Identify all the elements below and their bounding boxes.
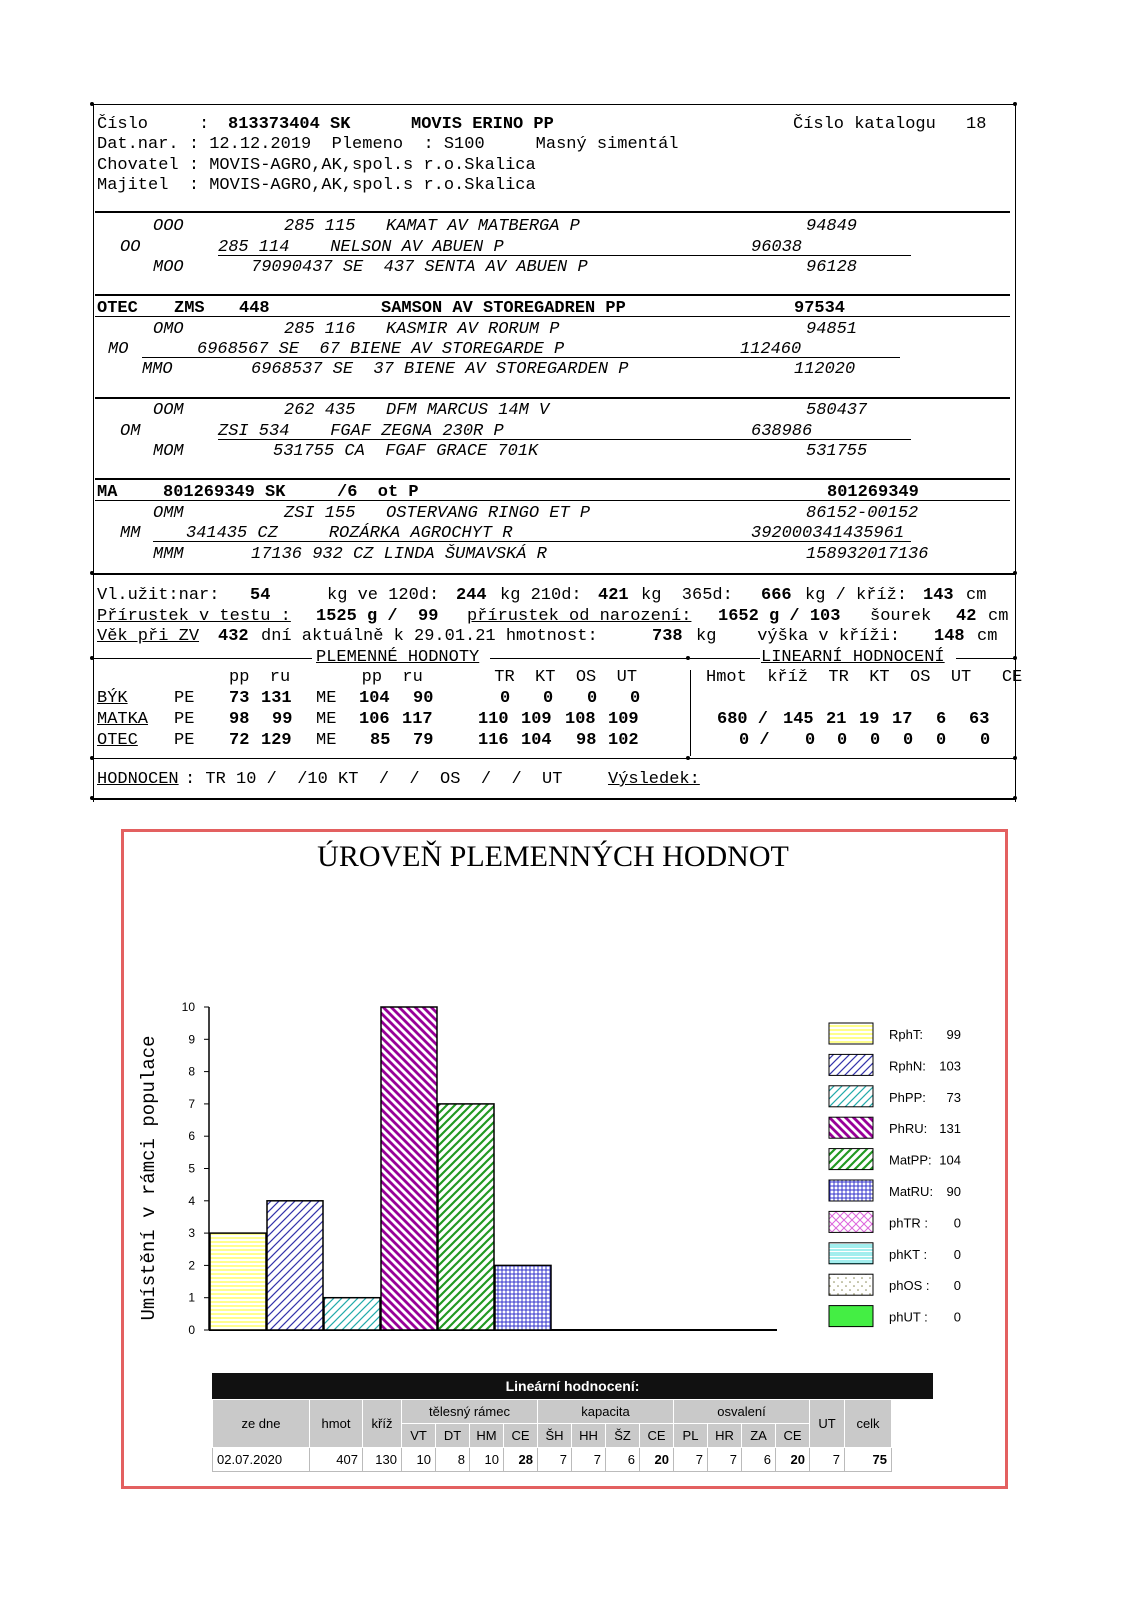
y-tick-label: 0	[188, 1323, 195, 1337]
om-num: 638986	[751, 422, 813, 441]
breeding-ut-býk: 0	[630, 689, 641, 708]
mmo-num: 112020	[794, 360, 856, 379]
th-sub-6: ŠZ	[606, 1424, 640, 1448]
perf-line1-label: Vl.užit:nar:	[97, 586, 220, 605]
breeding-pp2-otec: 85	[370, 731, 391, 750]
perf-line3-label: Věk při ZV	[97, 627, 200, 646]
cislo-label: Číslo :	[97, 115, 210, 134]
perf-120d-value: 244	[456, 586, 487, 605]
legend-value-8: 0	[953, 1278, 961, 1294]
breeding-lce-otec: 0	[980, 731, 991, 750]
breeding-ru2-býk: 90	[413, 689, 434, 708]
legend-swatch-1	[829, 1054, 873, 1075]
oo-num: 96038	[751, 238, 803, 257]
bar-MatPP	[438, 1104, 494, 1330]
oom-line: 262 435 DFM MARCUS 14M V	[284, 401, 550, 420]
td-4: 8	[436, 1448, 470, 1472]
perf-line1-c: kg 210d:	[500, 586, 582, 605]
th-kriz: kříž	[363, 1400, 402, 1448]
breeding-kt-matka: 109	[521, 710, 552, 729]
legend-value-2: 73	[946, 1089, 961, 1105]
td-7: 7	[538, 1448, 572, 1472]
th-sub-8: PL	[674, 1424, 708, 1448]
mmm-label: MMM	[153, 545, 184, 564]
perf-line3-c: kg výška v kříži:	[696, 627, 901, 646]
breeding-kriz-otec: 0	[805, 731, 816, 750]
breeding-name-matka: MATKA	[97, 710, 149, 729]
th-telesny: tělesný rámec	[402, 1400, 538, 1424]
mo-num: 112460	[740, 340, 802, 359]
ooo-num: 94849	[806, 217, 858, 236]
oo-label: OO	[120, 238, 141, 257]
ooo-line: 285 115 KAMAT AV MATBERGA P	[284, 217, 580, 236]
td-16: 75	[845, 1448, 892, 1472]
th-sub-7: CE	[640, 1424, 674, 1448]
bar-MatRU	[495, 1265, 551, 1330]
perf-line3-b: dní aktuálně k 29.01.21 hmotnost:	[261, 627, 598, 646]
cislo-value: 813373404 SK	[228, 115, 351, 134]
y-tick-label: 10	[181, 1000, 195, 1014]
otec-name: SAMSON AV STOREGADREN PP	[381, 299, 626, 318]
breeding-ru-matka: 99	[272, 710, 293, 729]
mm-label: MM	[120, 524, 141, 543]
mom-label: MOM	[153, 442, 184, 461]
mm-line: 341435 CZ ROZÁRKA AGROCHYT R	[186, 524, 513, 543]
td-11: 7	[674, 1448, 708, 1472]
breeding-col-header: pp ru pp ru TR KT OS UT	[229, 668, 638, 687]
mm-num: 392000341435961	[751, 524, 905, 543]
th-sub-2: HM	[470, 1424, 504, 1448]
perf-vek-value: 432	[218, 627, 249, 646]
legend-value-6: 0	[953, 1215, 961, 1231]
breeding-lkt-matka: 19	[859, 710, 880, 729]
mo-line: 6968567 SE 67 BIENE AV STOREGARDE P	[197, 340, 565, 359]
breeding-tr-otec: 116	[478, 731, 509, 750]
oom-label: OOM	[153, 401, 184, 420]
legend-label-3: PhRU:	[889, 1121, 928, 1137]
perf-line1-f: cm	[966, 586, 987, 605]
moo-label: MOO	[153, 258, 184, 277]
y-tick-label: 5	[188, 1161, 195, 1176]
linearni-title: LINEARNÍ HODNOCENÍ	[761, 648, 945, 667]
legend-value-9: 0	[953, 1309, 961, 1325]
td-10: 20	[640, 1448, 674, 1472]
legend-label-4: MatPP:	[889, 1152, 932, 1168]
th-sub-5: HH	[572, 1424, 606, 1448]
ma-id: 801269349 SK	[163, 483, 286, 502]
breeding-pe-otec: PE	[174, 731, 195, 750]
breeding-os-matka: 108	[565, 710, 596, 729]
breeding-ut-otec: 102	[608, 731, 639, 750]
th-sub-10: ZA	[742, 1424, 776, 1448]
perf-narozeni-value: 1652 g / 103	[718, 607, 841, 626]
breeding-kriz-matka: 145	[783, 710, 814, 729]
ma-mid: /6 ot P	[337, 483, 419, 502]
th-sub-9: HR	[708, 1424, 742, 1448]
mmo-label: MMO	[142, 360, 173, 379]
legend-label-0: RphT:	[889, 1027, 923, 1042]
perf-line3-d: cm	[977, 627, 998, 646]
td-12: 7	[708, 1448, 742, 1472]
breeding-ru2-otec: 79	[413, 731, 434, 750]
breeding-ru-otec: 129	[261, 731, 292, 750]
th-hmot: hmot	[310, 1400, 363, 1448]
breeding-me-býk: ME	[316, 689, 337, 708]
legend-label-6: phTR :	[889, 1215, 929, 1231]
omo-line: 285 116 KASMIR AV RORUM P	[284, 320, 560, 339]
omm-line: ZSI 155 OSTERVANG RINGO ET P	[284, 504, 591, 523]
breeding-me-otec: ME	[316, 731, 337, 750]
td-9: 6	[606, 1448, 640, 1472]
mmo-line: 6968537 SE 37 BIENE AV STOREGARDEN P	[251, 360, 629, 379]
breeding-name-býk: BÝK	[97, 689, 128, 708]
td-15: 7	[810, 1448, 845, 1472]
legend-swatch-9	[829, 1306, 873, 1327]
linear-table	[212, 1399, 892, 1472]
perf-sourek-label: šourek	[870, 607, 932, 626]
breeding-os-otec: 98	[576, 731, 597, 750]
y-tick-label: 1	[188, 1290, 195, 1305]
perf-sourek-value: 42	[956, 607, 977, 626]
legend-value-3: 131	[939, 1121, 961, 1137]
td-2: 130	[363, 1448, 402, 1472]
y-tick-label: 7	[188, 1096, 195, 1111]
breeding-los-otec: 0	[903, 731, 914, 750]
td-13: 6	[742, 1448, 776, 1472]
otec-num2: 97534	[794, 299, 846, 318]
moo-num: 96128	[806, 258, 858, 277]
th-kapacita: kapacita	[538, 1400, 674, 1424]
legend-label-9: phUT :	[889, 1309, 928, 1325]
om-label: OM	[120, 422, 141, 441]
legend-value-7: 0	[953, 1246, 961, 1262]
bar-PhPP	[324, 1298, 380, 1330]
y-tick-label: 2	[188, 1258, 195, 1273]
legend-label-2: PhPP:	[889, 1089, 926, 1105]
th-zedne: ze dne	[213, 1400, 310, 1448]
td-14: 20	[776, 1448, 810, 1472]
th-sub-4: ŠH	[538, 1424, 572, 1448]
animal-name: MOVIS ERINO PP	[411, 115, 554, 134]
perf-test-value: 1525 g / 99	[316, 607, 439, 626]
legend-swatch-3	[829, 1117, 873, 1138]
legend-value-5: 90	[946, 1184, 961, 1199]
breeding-ru2-matka: 117	[402, 710, 433, 729]
th-sub-3: CE	[504, 1424, 538, 1448]
omm-num: 86152-00152	[806, 504, 919, 523]
legend-value-1: 103	[939, 1058, 961, 1074]
breeding-pp-matka: 98	[229, 710, 250, 729]
td-5: 10	[470, 1448, 504, 1472]
perf-line1-b: kg ve 120d:	[327, 586, 440, 605]
breeding-lce-matka: 63	[969, 710, 990, 729]
hodnocen-rest: : TR 10 / /10 KT / / OS / / UT	[185, 770, 563, 789]
td-3: 10	[402, 1448, 436, 1472]
chart-ylabel: Umístění v rámci populace	[138, 1035, 160, 1321]
y-tick-label: 9	[188, 1032, 195, 1047]
mom-line: 531755 CA FGAF GRACE 701K	[273, 442, 539, 461]
th-sub-1: DT	[436, 1424, 470, 1448]
y-tick-label: 6	[188, 1129, 195, 1144]
legend-label-8: phOS :	[889, 1278, 930, 1294]
katalog-label: Číslo katalogu	[793, 115, 936, 134]
breeding-ltr-matka: 21	[826, 710, 847, 729]
breeding-tr-matka: 110	[478, 710, 509, 729]
datnar-line: Dat.nar. : 12.12.2019 Plemeno : S100 Masný simentál	[97, 135, 679, 154]
legend-label-5: MatRU:	[889, 1184, 934, 1199]
legend-swatch-7	[829, 1243, 873, 1264]
td-8: 7	[572, 1448, 606, 1472]
legend-swatch-8	[829, 1274, 873, 1295]
td-6: 28	[504, 1448, 538, 1472]
breeding-kt-otec: 104	[521, 731, 552, 750]
ooo-label: OOO	[153, 217, 184, 236]
breeding-name-otec: OTEC	[97, 731, 138, 750]
breeding-hmot-otec: 0 /	[739, 731, 770, 750]
breeding-pp-otec: 72	[229, 731, 250, 750]
linear-col-header: Hmot kříž TR KT OS UT CE	[706, 668, 1023, 687]
th-ut: UT	[810, 1400, 845, 1448]
omm-label: OMM	[153, 504, 184, 523]
td-1: 407	[310, 1448, 363, 1472]
legend-value-0: 99	[946, 1027, 961, 1042]
hodnocen-label: HODNOCEN	[97, 770, 179, 789]
breeding-pp2-býk: 104	[359, 689, 390, 708]
omo-label: OMO	[153, 320, 184, 339]
breeding-lut-otec: 0	[936, 731, 947, 750]
breeding-pp-býk: 73	[229, 689, 250, 708]
legend-label-7: phKT :	[889, 1246, 928, 1262]
katalog-value: 18	[966, 115, 987, 134]
breeding-os-býk: 0	[587, 689, 598, 708]
legend-swatch-5	[829, 1180, 873, 1201]
legend-label-1: RphN:	[889, 1058, 926, 1074]
legend-swatch-6	[829, 1211, 873, 1232]
breeding-lut-matka: 6	[936, 710, 947, 729]
perf-line2-label: Přírustek v testu :	[97, 607, 291, 626]
breeding-ltr-otec: 0	[837, 731, 848, 750]
otec-num1: 448	[239, 299, 270, 318]
mo-label: MO	[108, 340, 129, 359]
mmm-num: 158932017136	[806, 545, 929, 564]
bar-RphT	[210, 1233, 266, 1330]
td-0: 02.07.2020	[213, 1448, 310, 1472]
otec-label: OTEC	[97, 299, 138, 318]
chart-title: ÚROVEŇ PLEMENNÝCH HODNOT	[317, 840, 789, 873]
perf-line2-b: přírustek od narození:	[467, 607, 692, 626]
majitel-line: Majitel : MOVIS-AGRO,AK,spol.s r.o.Skalica	[97, 176, 536, 195]
breeding-pe-matka: PE	[174, 710, 195, 729]
mom-num: 531755	[806, 442, 868, 461]
breeding-tr-býk: 0	[500, 689, 511, 708]
om-line: ZSI 534 FGAF ZEGNA 230R P	[218, 422, 504, 441]
ma-num: 801269349	[827, 483, 919, 502]
perf-line2-d: cm	[988, 607, 1009, 626]
th-osvaleni: osvalení	[674, 1400, 810, 1424]
legend-value-4: 104	[939, 1152, 961, 1168]
oom-num: 580437	[806, 401, 868, 420]
perf-line1-d: kg 365d:	[641, 586, 733, 605]
legend-swatch-2	[829, 1086, 873, 1107]
breeding-ru-býk: 131	[261, 689, 292, 708]
th-sub-11: CE	[776, 1424, 810, 1448]
perf-line1-e: kg / kříž:	[805, 586, 908, 605]
th-celk: celk	[845, 1400, 892, 1448]
vysledek-label: Výsledek:	[608, 770, 700, 789]
y-tick-label: 3	[188, 1226, 195, 1241]
th-sub-0: VT	[402, 1424, 436, 1448]
y-tick-label: 8	[188, 1064, 195, 1079]
breeding-lkt-otec: 0	[870, 731, 881, 750]
chovatel-line: Chovatel : MOVIS-AGRO,AK,spol.s r.o.Skalica	[97, 156, 536, 175]
legend-swatch-0	[829, 1023, 873, 1044]
perf-hmotnost-value: 738	[652, 627, 683, 646]
breeding-pp2-matka: 106	[359, 710, 390, 729]
perf-365d-value: 666	[761, 586, 792, 605]
bar-RphN	[267, 1201, 323, 1330]
ma-label: MA	[97, 483, 118, 502]
linear-table-title: Lineární hodnocení:	[212, 1373, 933, 1399]
perf-kriz-value: 143	[923, 586, 954, 605]
moo-line: 79090437 SE 437 SENTA AV ABUEN P	[251, 258, 588, 277]
breeding-kt-býk: 0	[543, 689, 554, 708]
perf-210d-value: 421	[598, 586, 629, 605]
mmm-line: 17136 932 CZ LINDA ŠUMAVSKÁ R	[251, 545, 547, 564]
otec-zms: ZMS	[174, 299, 205, 318]
linear-data-row	[213, 1448, 892, 1472]
legend-swatch-4	[829, 1149, 873, 1170]
perf-vyska-value: 148	[934, 627, 965, 646]
breeding-me-matka: ME	[316, 710, 337, 729]
plemenne-title: PLEMENNÉ HODNOTY	[316, 648, 480, 667]
breeding-pe-býk: PE	[174, 689, 195, 708]
y-tick-label: 4	[188, 1193, 195, 1208]
perf-nar-value: 54	[250, 586, 271, 605]
breeding-ut-matka: 109	[608, 710, 639, 729]
oo-line: 285 114 NELSON AV ABUEN P	[218, 238, 504, 257]
omo-num: 94851	[806, 320, 858, 339]
bar-PhRU	[381, 1007, 437, 1330]
breeding-los-matka: 17	[892, 710, 913, 729]
breeding-hmot-matka: 680 /	[717, 710, 769, 729]
